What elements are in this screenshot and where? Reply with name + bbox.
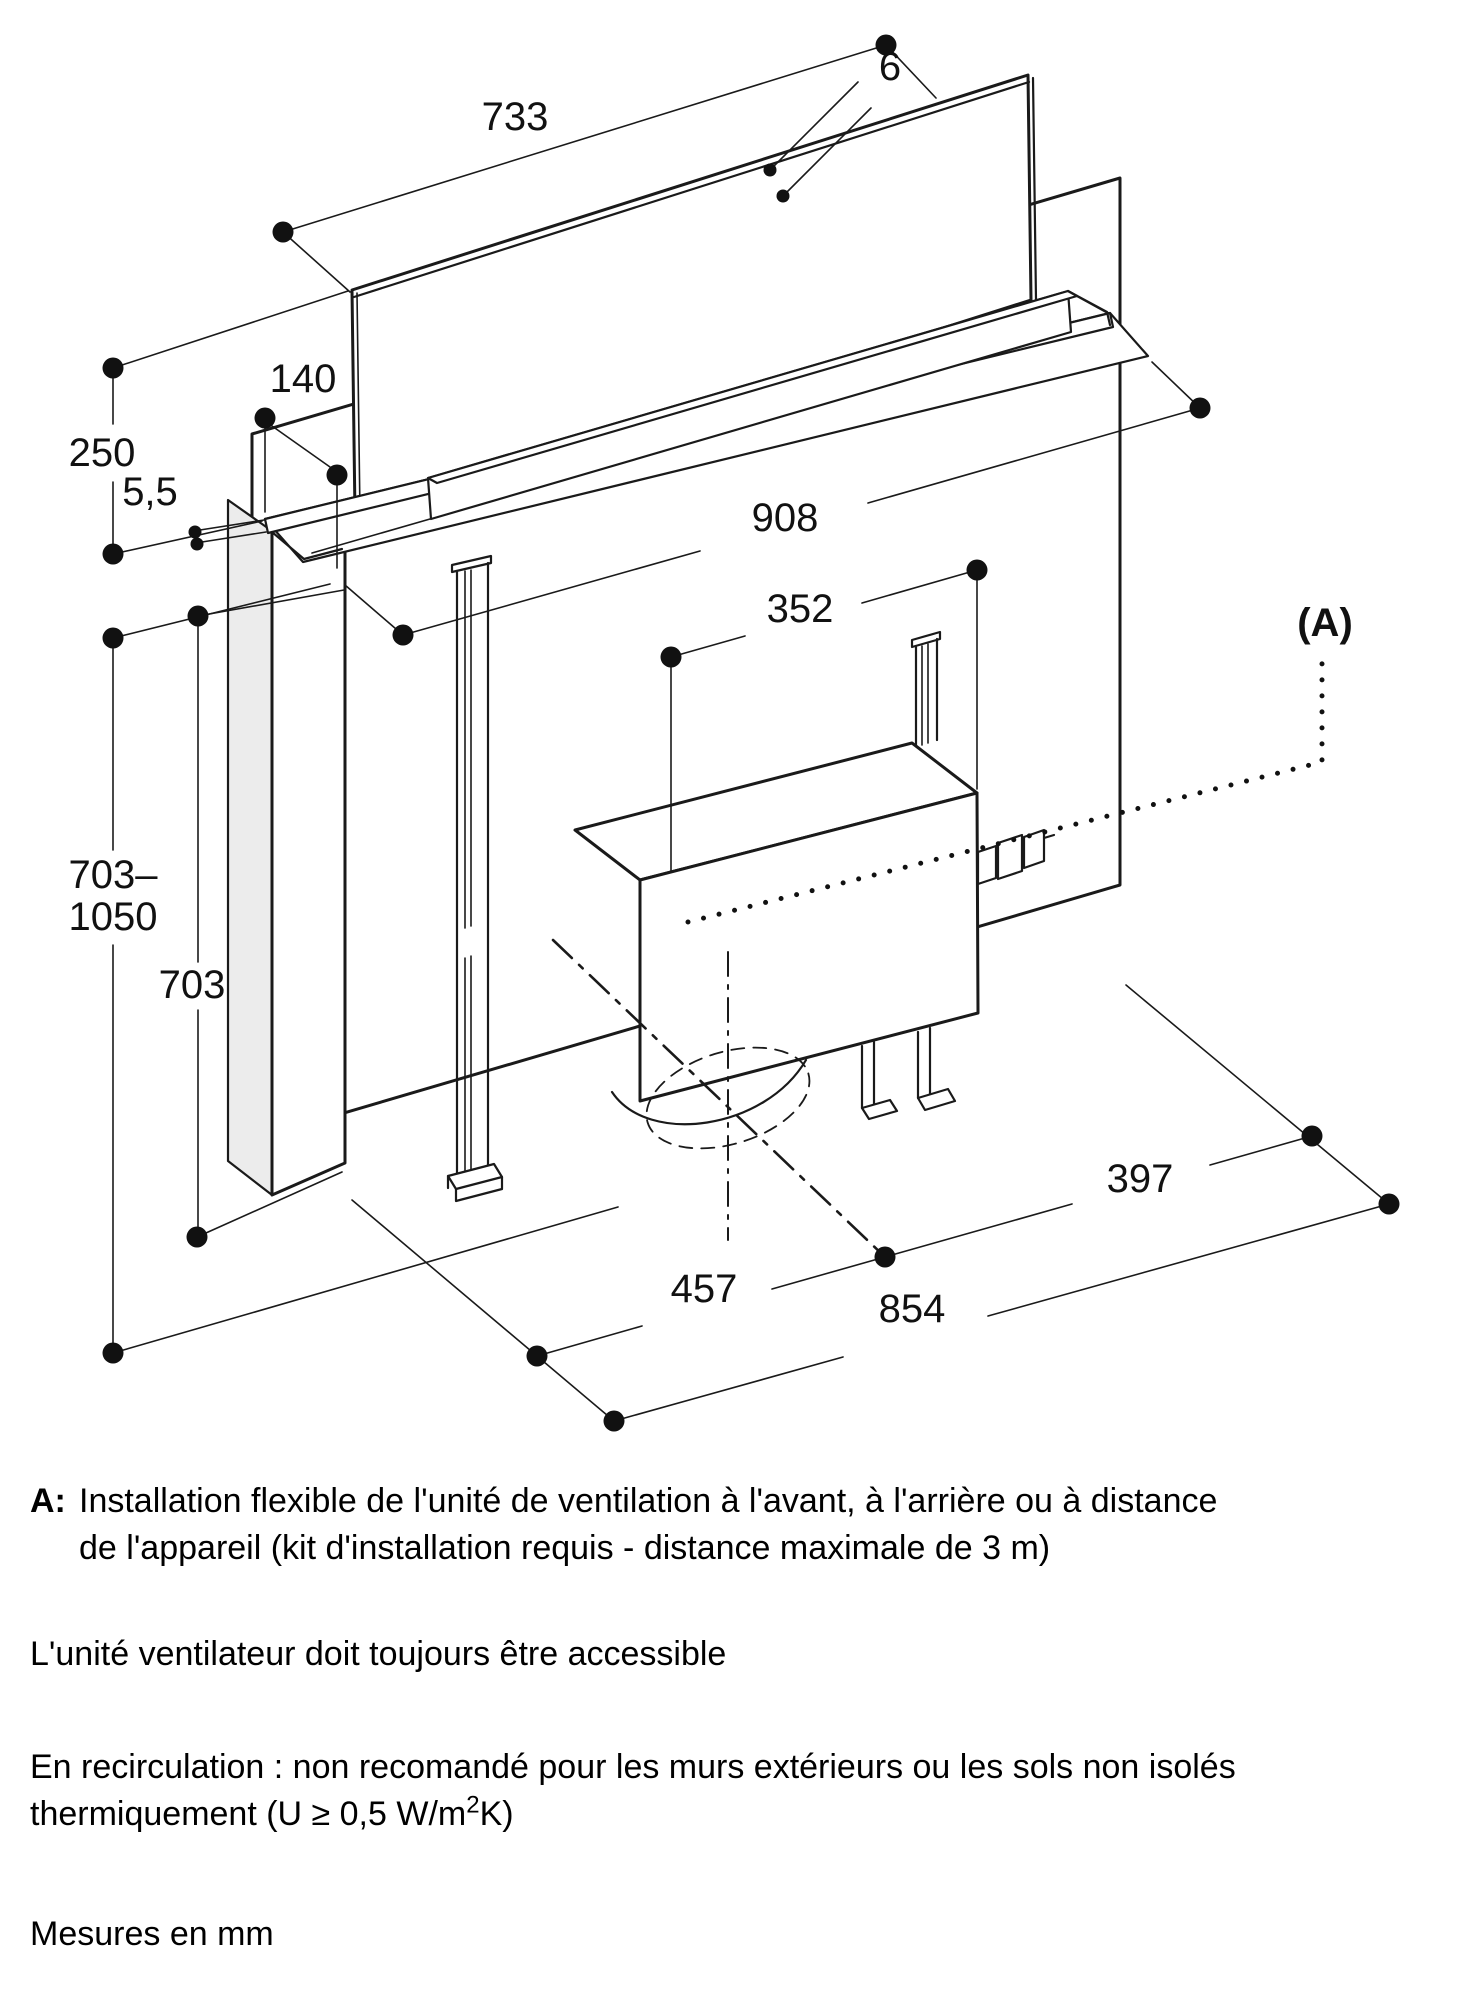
- note-a-text: [79, 1478, 1217, 1572]
- floor-bracket-left: [862, 1042, 897, 1119]
- dim-397-label: 397: [1106, 1157, 1174, 1201]
- floor-bracket-right: [918, 1028, 955, 1110]
- dim-250-label: 250: [68, 431, 136, 475]
- dim-703-1050-label-line1: 703–: [68, 853, 158, 897]
- note-units: Mesures en mm: [30, 1915, 274, 1953]
- dim-703-1050-label-line2: 1050: [68, 895, 158, 939]
- note-recirculation-line1: En recirculation : non recomandé pour les murs extérieurs ou les sols non isolés: [30, 1748, 1236, 1786]
- note-accessibility: L'unité ventilateur doit toujours être accessible: [30, 1635, 727, 1673]
- dim-352-label: 352: [766, 587, 834, 631]
- note-recirculation: [30, 1744, 1455, 1838]
- dim-703-label: 703: [158, 963, 226, 1007]
- note-recirculation-line2a: thermiquement (U ≥ 0,5 W/m: [30, 1795, 467, 1833]
- dim-140-label: 140: [269, 357, 337, 401]
- dim-854-label: 854: [878, 1287, 946, 1331]
- note-a: [30, 1478, 1455, 1572]
- ref-a-label: (A): [1297, 601, 1353, 645]
- note-recirculation-sup: 2: [466, 1791, 480, 1819]
- note-recirculation-line2b: K): [479, 1795, 514, 1833]
- dim-908-label: 908: [751, 496, 819, 540]
- note-a-key: A:: [30, 1482, 66, 1520]
- note-a-line2: de l'appareil (kit d'installation requis - distance maximale de 3 m): [79, 1529, 1051, 1567]
- reference-A: [1297, 601, 1353, 645]
- dim-733-label: 733: [481, 95, 549, 139]
- dim-457-label: 457: [670, 1267, 738, 1311]
- dim-5-5-label: 5,5: [122, 470, 178, 514]
- notes-block: [30, 1478, 1455, 1958]
- dim-6-label: 6: [878, 45, 902, 89]
- note-a-line1: Installation flexible de l'unité de ventilation à l'avant, à l'arrière ou à distance: [79, 1482, 1218, 1520]
